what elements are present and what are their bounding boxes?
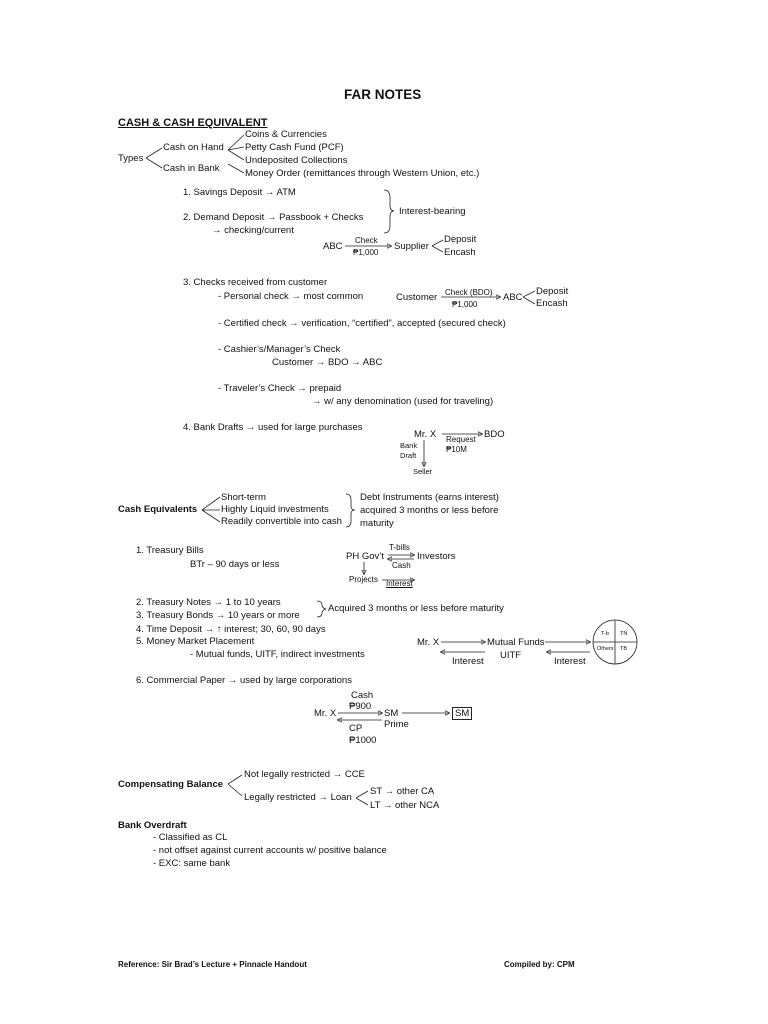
- types-label: Types: [118, 153, 144, 164]
- debt-instruments: Debt Instruments (earns interest): [360, 492, 499, 503]
- flow2-deposit: Deposit: [536, 286, 569, 297]
- flow5-interest: Interest: [554, 656, 586, 667]
- flow2-amount: ₱1,000: [452, 300, 478, 309]
- demand-deposit: 2. Demand Deposit → Passbook + Checks: [183, 212, 364, 223]
- flow6-cp: CP: [349, 723, 363, 734]
- list-item: 4. Time Deposit → ↑ interest; 30, 60, 90 days: [136, 624, 326, 635]
- restricted: Legally restricted → Loan: [244, 792, 352, 803]
- flow6-mrx: Mr. X: [314, 708, 337, 719]
- flow3-mrx: Mr. X: [414, 429, 437, 440]
- cash-equivalents-heading: Cash Equivalents: [118, 504, 198, 515]
- debt-acquired: acquired 3 months or less before: [360, 505, 499, 516]
- flow6-sm: SM: [384, 708, 399, 719]
- cash-item: Undeposited Collections: [245, 155, 348, 166]
- flow6-cash: Cash: [351, 690, 374, 701]
- flow4-gov: PH Gov’t: [346, 551, 385, 562]
- circle-quadrant: Others: [597, 646, 614, 652]
- flow4-investors: Investors: [417, 551, 456, 562]
- flow5-uitf: UITF: [500, 650, 522, 661]
- page-title: FAR NOTES: [344, 87, 422, 102]
- circle-quadrant: TB: [620, 646, 628, 652]
- personal-check: - Personal check → most common: [218, 291, 364, 302]
- equiv-item: Short-term: [221, 492, 266, 503]
- flow5-mrx: Mr. X: [417, 637, 440, 648]
- circle-quadrant: T-b: [601, 631, 609, 637]
- debt-maturity: maturity: [360, 518, 394, 529]
- acquired-note: Acquired 3 months or less before maturity: [328, 603, 504, 614]
- footer-compiled: Compiled by: CPM: [504, 960, 575, 969]
- not-restricted: Not legally restricted → CCE: [244, 769, 365, 780]
- overdraft-item: - not offset against current accounts w/ positive balance: [153, 845, 387, 856]
- long-term: LT → other NCA: [370, 800, 440, 811]
- flow3-draft: Draft: [400, 451, 417, 460]
- flow-abc: ABC: [323, 241, 343, 252]
- flow3-request: Request: [446, 435, 476, 444]
- certified-check: - Certified check → verification, “certified”, accepted (secured check): [218, 318, 506, 329]
- list-item: 5. Money Market Placement: [136, 636, 255, 647]
- flow3-amount: ₱10M: [446, 445, 467, 454]
- traveler-check-note: → w/ any denomination (used for traveling): [312, 396, 494, 407]
- list-item: 3. Treasury Bonds → 10 years or more: [136, 610, 300, 621]
- overdraft-item: - EXC: same bank: [153, 858, 231, 869]
- circle-quadrant: TN: [620, 631, 628, 637]
- cash-item: Coins & Currencies: [245, 129, 327, 140]
- interest-bearing-label: Interest-bearing: [399, 206, 466, 217]
- flow3-bank: Bank: [400, 441, 418, 450]
- treasury-bills: 1. Treasury Bills: [136, 545, 204, 556]
- sm-box: SM: [452, 707, 472, 720]
- flow3-seller: Seller: [413, 467, 433, 476]
- flow4-cash: Cash: [392, 561, 411, 570]
- cashier-check-flow: Customer → BDO → ABC: [272, 357, 383, 368]
- flow5-interest: Interest: [452, 656, 484, 667]
- mmp-note: - Mutual funds, UITF, indirect investments: [190, 649, 365, 660]
- equiv-item: Highly Liquid investments: [221, 504, 329, 515]
- flow-supplier: Supplier: [394, 241, 429, 252]
- traveler-check: - Traveler’s Check → prepaid: [218, 383, 342, 394]
- flow2-customer: Customer: [396, 292, 438, 303]
- flow2-encash: Encash: [536, 298, 568, 309]
- flow2-abc: ABC: [503, 292, 523, 303]
- flow-deposit: Deposit: [444, 234, 477, 245]
- flow-check-label: Check: [355, 236, 378, 245]
- treasury-bills-note: BTr – 90 days or less: [190, 559, 280, 570]
- demand-deposit-note: → checking/current: [212, 225, 294, 236]
- cash-item: Petty Cash Fund (PCF): [245, 142, 344, 153]
- section-heading-cash: CASH & CASH EQUIVALENT: [118, 117, 268, 129]
- flow-check-amount: ₱1,000: [353, 248, 379, 257]
- flow4-projects: Projects: [349, 575, 378, 584]
- short-term: ST → other CA: [370, 786, 435, 797]
- flow4-tbills: T-bills: [389, 543, 410, 552]
- cashier-check: - Cashier’s/Manager’s Check: [218, 344, 341, 355]
- overdraft-item: - Classified as CL: [153, 832, 228, 843]
- bank-overdraft-heading: Bank Overdraft: [118, 820, 187, 831]
- savings-deposit: 1. Savings Deposit → ATM: [183, 187, 296, 198]
- flow4-interest: Interest: [386, 579, 413, 588]
- cash-in-bank: Cash in Bank: [163, 163, 220, 174]
- flow-encash: Encash: [444, 247, 476, 258]
- flow3-bdo: BDO: [484, 429, 505, 440]
- flow6-prime: Prime: [384, 719, 409, 730]
- flow6-amount: ₱1000: [349, 735, 377, 746]
- bank-drafts: 4. Bank Drafts → used for large purchases: [183, 422, 363, 433]
- flow2-check-label: Check (BDO): [445, 288, 493, 297]
- commercial-paper: 6. Commercial Paper → used by large corporations: [136, 675, 352, 686]
- flow6-amount: ₱900: [349, 701, 372, 712]
- footer-reference: Reference: Sir Brad’s Lecture + Pinnacle Handout: [118, 960, 307, 969]
- cash-on-hand: Cash on Hand: [163, 142, 224, 153]
- checks-heading: 3. Checks received from customer: [183, 277, 328, 288]
- equiv-item: Readily convertible into cash: [221, 516, 342, 527]
- list-item: 2. Treasury Notes → 1 to 10 years: [136, 597, 281, 608]
- compensating-balance-heading: Compensating Balance: [118, 779, 224, 790]
- cash-item: Money Order (remittances through Western Union, etc.): [245, 168, 480, 179]
- flow5-funds: Mutual Funds: [487, 637, 545, 648]
